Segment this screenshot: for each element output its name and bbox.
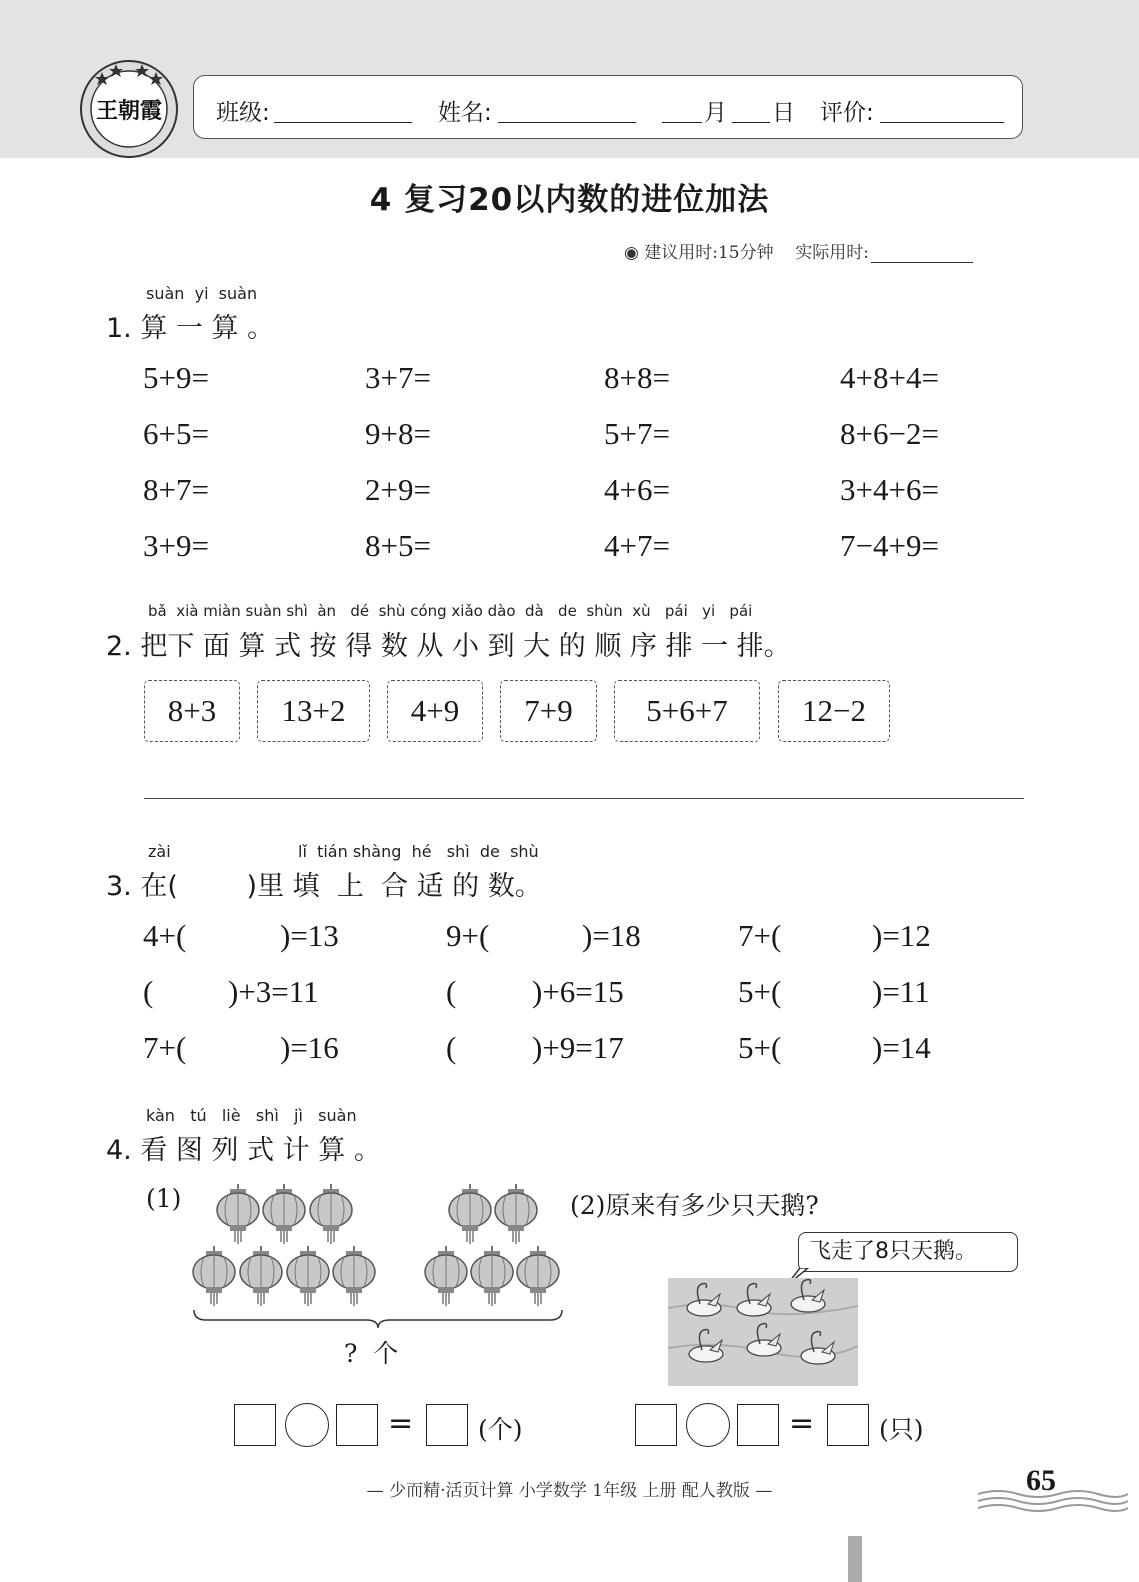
q3-heading: 3. 在( )里 填 上 合 适 的 数。 (106, 871, 542, 902)
equals-sign: = (789, 1406, 815, 1441)
q3-right: )+9=17 (532, 1030, 624, 1065)
logo-text: 王朝霞 (95, 98, 163, 124)
q3-right: )=13 (280, 918, 339, 953)
q3-right: )+6=15 (532, 974, 624, 1009)
q3-left: 4+( (143, 918, 187, 953)
page-number: 65 (1026, 1464, 1056, 1497)
month-field[interactable] (662, 122, 702, 123)
q1-expression: 9+8= (365, 416, 431, 451)
equals-sign: = (388, 1406, 414, 1441)
q3-left: ( (446, 1030, 457, 1065)
expression-card[interactable]: 12−2 (778, 680, 890, 742)
expression-card[interactable]: 5+6+7 (614, 680, 760, 742)
q1-expression: 8+7= (143, 472, 209, 507)
q1-expression: 3+7= (365, 360, 431, 395)
q4-part2-label: (2)原来有多少只天鹅? (570, 1191, 819, 1220)
q4-heading: 4. 看 图 列 式 计 算 。 (106, 1135, 381, 1166)
operator-circle[interactable] (285, 1403, 329, 1447)
actual-time-label: 实际用时: (795, 243, 869, 263)
expression-card[interactable]: 8+3 (144, 680, 240, 742)
q3-right: )+3=11 (228, 974, 319, 1009)
expression-card[interactable]: 4+9 (387, 680, 483, 742)
class-field[interactable] (274, 122, 412, 123)
q1-expression: 6+5= (143, 416, 209, 451)
class-label: 班级: (216, 100, 270, 126)
swans-illustration (668, 1278, 858, 1386)
page-title: 4 复习20以内数的进位加法 (369, 182, 770, 218)
q3-left: 5+( (738, 1030, 782, 1065)
q1-expression: 4+7= (604, 528, 670, 563)
answer-square[interactable] (635, 1404, 677, 1446)
timing-line (624, 238, 973, 263)
q2-pinyin: bǎ xià miàn suàn shì àn dé shù cóng xiǎo dào dà de shùn xù pái yi pái (148, 602, 753, 620)
q1-expression: 4+8+4= (840, 360, 939, 395)
q4-part1-question: ? 个 (344, 1339, 399, 1368)
q3-left: ( (446, 974, 457, 1009)
brand-logo (78, 58, 180, 160)
q1-expression: 3+9= (143, 528, 209, 563)
expression-card[interactable]: 7+9 (500, 680, 597, 742)
unit-label: (只) (879, 1415, 924, 1444)
answer-square[interactable] (426, 1404, 468, 1446)
q1-expression: 7−4+9= (840, 528, 939, 563)
q1-pinyin: suàn yi suàn (146, 284, 258, 303)
unit-label: (个) (478, 1415, 523, 1444)
q3-pinyin-rest: lǐ tián shàng hé shì de shù (298, 842, 539, 861)
q1-expression: 8+5= (365, 528, 431, 563)
name-field[interactable] (498, 122, 636, 123)
answer-square[interactable] (234, 1404, 276, 1446)
rating-label: 评价: (820, 100, 874, 126)
q3-right: )=12 (872, 918, 931, 953)
answer-line[interactable] (144, 798, 1024, 799)
answer-square[interactable] (827, 1404, 869, 1446)
q1-expression: 4+6= (604, 472, 670, 507)
rating-field[interactable] (880, 122, 1004, 123)
actual-time-field[interactable] (871, 262, 973, 263)
q3-pinyin-zai: zài (148, 842, 171, 861)
q3-left: 7+( (143, 1030, 187, 1065)
q1-expression: 8+8= (604, 360, 670, 395)
day-label: 日 (772, 100, 795, 126)
q3-right: )=11 (872, 974, 930, 1009)
q3-right: )=16 (280, 1030, 339, 1065)
q1-expression: 2+9= (365, 472, 431, 507)
q1-expression: 8+6−2= (840, 416, 939, 451)
answer-square[interactable] (737, 1404, 779, 1446)
footer-text: — 少而精·活页计算 小学数学 1年级 上册 配人教版 — (366, 1481, 773, 1501)
suggested-time: 建议用时:15分钟 (644, 243, 774, 263)
student-info-box (193, 75, 1023, 139)
q1-expression: 5+9= (143, 360, 209, 395)
q4-pinyin: kàn tú liè shì jì suàn (146, 1106, 357, 1125)
q3-left: 5+( (738, 974, 782, 1009)
expression-card[interactable]: 13+2 (257, 680, 370, 742)
q3-left: 9+( (446, 918, 490, 953)
day-field[interactable] (732, 122, 770, 123)
speech-bubble: 飞走了8只天鹅。 (798, 1232, 1018, 1272)
page-edge-tab (848, 1536, 862, 1582)
q3-right: )=14 (872, 1030, 931, 1065)
answer-square[interactable] (336, 1404, 378, 1446)
q2-heading: 2. 把下 面 算 式 按 得 数 从 小 到 大 的 顺 序 排 一 排。 (106, 631, 791, 662)
q1-heading: 1. 算 一 算 。 (106, 313, 275, 344)
operator-circle[interactable] (686, 1403, 730, 1447)
q1-expression: 3+4+6= (840, 472, 939, 507)
q4-part1-label: (1) (146, 1184, 182, 1213)
q3-left: ( (143, 974, 154, 1009)
q3-right: )=18 (582, 918, 641, 953)
q3-left: 7+( (738, 918, 782, 953)
month-label: 月 (704, 100, 727, 126)
q1-expression: 5+7= (604, 416, 670, 451)
name-label: 姓名: (438, 100, 492, 126)
clock-icon: ◉ (624, 243, 639, 263)
lanterns-illustration (186, 1178, 570, 1328)
